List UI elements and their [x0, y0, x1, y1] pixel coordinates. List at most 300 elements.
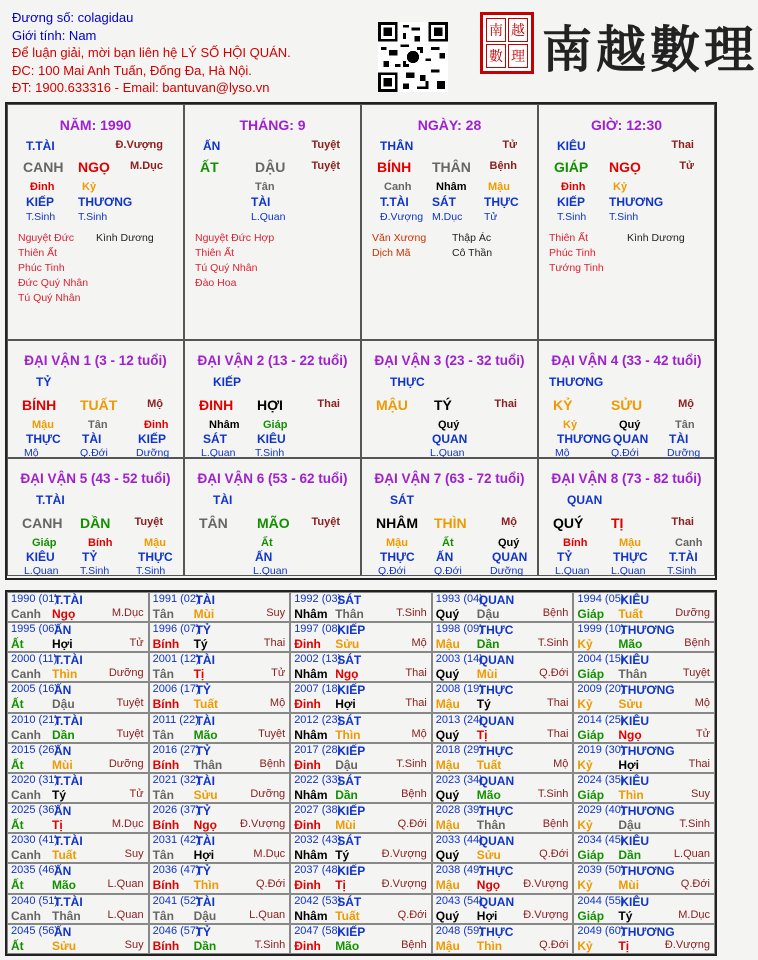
year-field: Thai — [405, 667, 427, 680]
year-field: Nhâm — [294, 607, 328, 621]
year-field: Tuất — [476, 757, 502, 772]
year-field: Ngọ — [618, 727, 642, 742]
star-0: Nguyệt Đức Hợp — [195, 232, 275, 244]
daivan-branch: TÝ — [434, 397, 452, 413]
year-field: Mộ — [411, 727, 427, 740]
year-cell — [573, 773, 715, 803]
daivan-star: SÁT — [390, 493, 414, 507]
year-cell — [290, 863, 432, 893]
year-cell — [149, 682, 291, 712]
year-cell — [290, 833, 432, 863]
year-field: Q.Đới — [539, 938, 569, 951]
year-field: Q.Đới — [397, 908, 427, 921]
star-2: Tướng Tinh — [549, 262, 604, 274]
year-field: Suy — [124, 938, 144, 951]
year-cell — [149, 833, 291, 863]
dv-hidden-stem: Quý — [498, 537, 520, 549]
year-label: 2017 (28) — [294, 743, 342, 756]
daivan-stem: BÍNH — [22, 397, 57, 413]
year-field: Hợi — [52, 637, 73, 652]
pillar-title: NGÀY: 28 — [417, 117, 482, 133]
hidden-state: M.Dục — [432, 211, 463, 223]
main-star-state: Đ.Vượng — [115, 139, 163, 151]
dv-hidden-stem: Nhâm — [209, 419, 240, 431]
star-0: Văn Xương — [372, 232, 427, 244]
hidden-stem: Tân — [255, 181, 275, 193]
year-field: Dậu — [335, 757, 358, 772]
year-cell — [432, 894, 574, 924]
year-field: Quý — [435, 607, 460, 621]
year-field: QUAN — [478, 653, 515, 668]
star-2: Tú Quý Nhân — [195, 262, 258, 274]
year-field: KIÊU — [620, 593, 650, 607]
year-cell — [573, 803, 715, 833]
year-field: Nhâm — [294, 727, 328, 742]
year-field: Q.Đới — [397, 818, 427, 831]
year-field: Mão — [193, 727, 218, 742]
year-field: Nhâm — [294, 667, 328, 682]
year-field: TÀI — [195, 713, 215, 728]
year-field: Tân — [152, 908, 174, 923]
daivan-state: Thai — [494, 398, 517, 410]
year-field: Canh — [11, 787, 41, 802]
dv-hidden-star: KIÊU — [26, 550, 55, 564]
year-label: 2035 (46) — [11, 864, 59, 877]
year-cell — [432, 743, 574, 773]
dv-hidden-stem: Mậu — [386, 537, 408, 549]
year-field: THỰC — [478, 924, 514, 939]
year-field: KIÊU — [620, 773, 650, 788]
star-4: Tú Quý Nhân — [18, 292, 81, 304]
pillar-title: THÁNG: 9 — [239, 117, 306, 133]
hidden-stem: Canh — [384, 181, 412, 193]
earthly-branch: THÂN — [432, 159, 471, 175]
year-field: KIẾP — [337, 924, 366, 939]
year-field: SÁT — [337, 834, 362, 849]
year-field: Tử — [695, 727, 710, 740]
dv-hidden-state: L.Quan — [201, 447, 236, 459]
year-field: Kỷ — [577, 637, 593, 652]
year-field: M.Dục — [111, 818, 144, 831]
dv-hidden-star: T.TÀI — [669, 550, 698, 564]
year-label: 2011 (22) — [152, 713, 199, 726]
year-field: Thai — [688, 757, 710, 770]
year-field: KIÊU — [620, 653, 650, 668]
year-cell — [573, 622, 715, 652]
year-field: Tý — [335, 848, 350, 863]
year-field: Đinh — [294, 938, 321, 953]
year-field: THỰC — [478, 743, 514, 758]
year-field: Quý — [435, 908, 460, 923]
year-field: Ngọ — [52, 607, 76, 621]
year-field: THỰC — [478, 623, 514, 638]
star-0: Nguyệt Đức — [18, 232, 75, 244]
year-field: TÀI — [195, 834, 215, 849]
year-field: TỶ — [195, 864, 211, 879]
year-cell — [573, 894, 715, 924]
year-field: Giáp — [577, 607, 605, 621]
daivan-branch: SỬU — [611, 397, 643, 413]
year-field: Mùi — [476, 667, 498, 682]
year-label: 2048 (59) — [435, 924, 483, 937]
year-label: 2009 (20) — [577, 683, 625, 696]
year-cell — [7, 743, 149, 773]
year-field: Mùi — [335, 818, 356, 833]
daivan-title: ĐẠI VẬN 4 (33 - 42 tuổi) — [551, 353, 702, 368]
year-cell — [7, 863, 149, 893]
year-field: Thai — [546, 697, 569, 710]
year-field: T.TÀI — [54, 834, 83, 849]
year-field: Quý — [435, 848, 460, 863]
year-cell — [432, 622, 574, 652]
year-label: 2028 (39) — [435, 804, 483, 817]
year-field: T.TÀI — [54, 894, 83, 909]
year-cell — [573, 652, 715, 682]
year-cell — [290, 622, 432, 652]
heavenly-stem: BÍNH — [377, 159, 412, 175]
hidden-stem: Nhâm — [436, 181, 467, 193]
year-field: T.Sinh — [254, 938, 286, 951]
hidden-stem: Đinh — [561, 181, 586, 193]
year-cell — [432, 713, 574, 743]
year-field: Dần — [52, 727, 75, 742]
stars-right — [96, 231, 154, 246]
pillar-0 — [7, 104, 184, 340]
star2-0: Thập Ác — [452, 232, 492, 244]
dv-hidden-stem: Bính — [563, 537, 588, 549]
year-field: Kỷ — [577, 938, 593, 953]
daivan-stem: TÂN — [199, 515, 228, 531]
year-cell — [573, 743, 715, 773]
year-field: Đ.Vượng — [381, 848, 427, 861]
year-label: 2018 (29) — [435, 743, 483, 756]
dv-hidden-star: TỶ — [557, 550, 573, 564]
year-field: ẤN — [54, 864, 72, 879]
year-field: Thìn — [618, 787, 644, 802]
dv-hidden-stem: Quý — [438, 419, 460, 431]
year-field: Tý — [476, 697, 491, 712]
year-cell — [149, 743, 291, 773]
year-field: Đ.Vượng — [240, 818, 286, 831]
dv-hidden-state: Q.Đới — [611, 447, 639, 459]
year-field: Nhâm — [294, 787, 328, 802]
dv-hidden-state: Mộ — [555, 447, 570, 459]
year-label: 2033 (44) — [435, 834, 483, 847]
year-field: Sửu — [335, 637, 360, 652]
year-field: Q.Đới — [539, 667, 569, 680]
year-label: 2031 (42) — [152, 834, 200, 847]
year-field: Bệnh — [259, 757, 286, 770]
year-field: TỶ — [195, 683, 211, 698]
stars-right — [627, 231, 685, 246]
daivan-state: Thai — [317, 398, 340, 410]
year-field: Đinh — [294, 878, 321, 893]
year-field: Suy — [691, 787, 710, 800]
year-field: Tuyệt — [258, 727, 286, 740]
dv-hidden-state: Mộ — [24, 447, 39, 459]
year-field: Ất — [11, 938, 24, 953]
star-3: Đức Quý Nhân — [18, 277, 89, 289]
hidden-star: T.TÀI — [380, 195, 409, 209]
dv-hidden-stem: Mậu — [144, 537, 166, 549]
year-cell — [7, 682, 149, 712]
daivan-branch: TUẤT — [80, 397, 118, 413]
star-1: Thiên Ất — [18, 247, 58, 259]
dv-hidden-stem: Quý — [619, 419, 641, 431]
year-field: Tuyệt — [116, 727, 144, 740]
year-cell — [290, 592, 432, 622]
year-field: Mộ — [694, 697, 710, 710]
year-field: Giáp — [577, 908, 605, 923]
star2-0: Kình Dương — [627, 232, 685, 244]
year-field: THƯƠNG — [620, 683, 675, 698]
year-cell — [290, 682, 432, 712]
year-cell — [7, 803, 149, 833]
year-field: TÀI — [195, 773, 215, 788]
year-field: T.TÀI — [54, 593, 83, 607]
year-cell — [7, 773, 149, 803]
daivan-stem: MẬU — [376, 397, 408, 413]
year-label: 2014 (25) — [577, 713, 625, 726]
year-cell — [290, 652, 432, 682]
year-field: THỰC — [478, 804, 514, 819]
year-field: Ngọ — [335, 667, 359, 682]
hidden-stem: Kỷ — [82, 181, 97, 193]
year-label: 2008 (19) — [435, 683, 483, 696]
year-cell — [573, 833, 715, 863]
heavenly-stem: CANH — [23, 159, 64, 175]
year-cell — [432, 803, 574, 833]
year-label: 2034 (45) — [577, 834, 625, 847]
star-1: Phúc Tinh — [549, 247, 596, 259]
star-2: Phúc Tinh — [18, 262, 65, 274]
year-field: Kỷ — [577, 757, 593, 772]
year-field: Dần — [476, 637, 500, 652]
year-field: Nhâm — [294, 908, 328, 923]
year-field: Mộ — [411, 637, 427, 650]
daivan-stem: ĐINH — [199, 397, 234, 413]
year-field: M.Dục — [678, 908, 710, 921]
daivan-title: ĐẠI VẬN 3 (23 - 32 tuổi) — [374, 353, 525, 368]
year-field: L.Quan — [673, 848, 710, 861]
year-label: 2010 (21) — [11, 713, 59, 726]
dv-hidden-state: Q.Đới — [80, 447, 108, 459]
year-label: 1998 (09) — [435, 623, 483, 636]
year-field: SÁT — [337, 713, 362, 728]
branch-state: Tử — [679, 160, 694, 172]
year-field: TỶ — [195, 924, 211, 939]
year-label: 2030 (41) — [11, 834, 59, 847]
year-field: KIẾP — [337, 804, 366, 819]
daivan-6 — [361, 458, 538, 576]
year-label: 2019 (30) — [577, 743, 625, 756]
stars-left — [195, 231, 274, 291]
heavenly-stem: GIÁP — [554, 159, 589, 175]
year-field: L.Quan — [107, 908, 144, 921]
main-star: THÂN — [380, 139, 414, 153]
daivan-title: ĐẠI VẬN 2 (13 - 22 tuổi) — [197, 353, 348, 368]
year-cell — [432, 773, 574, 803]
dv-hidden-state: L.Quan — [253, 565, 288, 577]
daivan-4 — [7, 458, 184, 576]
dv-hidden-stem: Tân — [675, 419, 695, 431]
pillar-2 — [361, 104, 538, 340]
year-label: 2001 (12) — [152, 653, 200, 666]
daivan-star: KIẾP — [213, 375, 242, 389]
hidden-star: KIẾP — [26, 195, 55, 209]
year-field: Thân — [335, 607, 364, 621]
year-label: 2032 (43) — [294, 834, 342, 847]
main-star-state: Thai — [671, 139, 694, 151]
year-field: Tân — [152, 727, 174, 742]
year-cell — [149, 863, 291, 893]
year-field: Canh — [11, 848, 41, 863]
year-field: Đinh — [294, 818, 321, 833]
address-line: ĐC: 100 Mai Anh Tuấn, Đống Đa, Hà Nội. — [12, 62, 252, 78]
year-field: Thân — [476, 818, 506, 833]
year-field: Kỷ — [577, 878, 593, 893]
daivan-7 — [538, 458, 715, 576]
main-star: KIÊU — [557, 139, 586, 153]
year-field: ẤN — [54, 924, 72, 939]
dv-hidden-state: Dưỡng — [490, 565, 524, 577]
year-field: Bính — [152, 938, 180, 953]
year-label: 2040 (51) — [11, 894, 59, 907]
year-field: Sửu — [193, 787, 218, 802]
year-field: Tý — [193, 637, 208, 652]
year-field: QUAN — [478, 593, 515, 607]
dv-hidden-star: THỰC — [380, 550, 415, 564]
year-field: Dậu — [52, 697, 75, 712]
daivan-branch: HỢI — [257, 397, 283, 413]
hidden-state: L.Quan — [251, 211, 286, 223]
year-field: Mậu — [435, 697, 460, 712]
dv-hidden-state: Dưỡng — [136, 447, 170, 459]
year-field: Mậu — [435, 938, 460, 953]
year-field: Ất — [11, 637, 24, 652]
year-field: Canh — [11, 607, 41, 621]
year-field: Mùi — [618, 878, 640, 893]
year-field: Nhâm — [294, 848, 328, 863]
year-field: THỰC — [478, 864, 514, 879]
dv-hidden-stem: Kỷ — [563, 419, 578, 431]
year-label: 2043 (54) — [435, 894, 483, 907]
year-label: 1995 (06) — [11, 623, 59, 636]
hidden-star: KIẾP — [557, 195, 586, 209]
year-label: 2002 (13) — [294, 653, 342, 666]
red-seal-icon: 南 越 數 理 — [480, 12, 534, 74]
daivan-star: THƯƠNG — [549, 375, 604, 389]
year-cell — [7, 894, 149, 924]
year-field: L.Quan — [107, 878, 144, 891]
year-field: Tân — [152, 607, 174, 621]
dv-hidden-star: KIẾP — [138, 432, 167, 446]
year-field: Bệnh — [401, 938, 427, 951]
year-field: Sửu — [618, 697, 643, 712]
year-cell — [290, 894, 432, 924]
year-field: T.TÀI — [54, 773, 83, 788]
year-label: 2041 (52) — [152, 894, 200, 907]
year-label: 2042 (53) — [294, 894, 342, 907]
year-field: Sửu — [476, 848, 501, 863]
hidden-state: Đ.Vượng — [380, 211, 424, 223]
year-field: Tị — [618, 938, 630, 953]
year-field: Mộ — [269, 697, 286, 710]
dv-hidden-star: QUAN — [613, 432, 649, 446]
year-field: THƯƠNG — [620, 804, 675, 819]
dv-hidden-star: QUAN — [492, 550, 528, 564]
year-cell — [290, 773, 432, 803]
hidden-star: THƯƠNG — [78, 195, 133, 209]
dv-hidden-state: Dưỡng — [667, 447, 701, 459]
year-field: Dưỡng — [675, 607, 710, 619]
year-cell — [432, 863, 574, 893]
dv-hidden-star: THỰC — [26, 432, 61, 446]
year-field: KIÊU — [620, 713, 650, 728]
year-field: KIÊU — [620, 894, 650, 909]
daivan-state: Mộ — [147, 398, 163, 410]
year-field: Đinh — [294, 637, 321, 652]
year-label: 2029 (40) — [577, 804, 625, 817]
year-field: Bệnh — [684, 637, 710, 650]
year-field: Dưỡng — [108, 667, 144, 680]
year-cell — [7, 592, 149, 622]
year-field: Thân — [193, 757, 223, 772]
year-label: 2045 (56) — [11, 924, 59, 937]
year-field: Thân — [52, 908, 81, 923]
year-label: 2037 (48) — [294, 864, 342, 877]
dv-hidden-stem: Mậu — [619, 537, 641, 549]
year-field: T.Sinh — [679, 818, 710, 831]
star-1: Dịch Mã — [372, 247, 411, 259]
year-field: Tý — [618, 908, 633, 923]
year-field: Ất — [11, 757, 24, 772]
year-field: KIẾP — [337, 683, 366, 698]
year-field: Tị — [52, 818, 63, 833]
year-cell — [149, 773, 291, 803]
year-label: 2039 (50) — [577, 864, 625, 877]
daivan-star: THỰC — [390, 375, 425, 389]
earthly-branch: NGỌ — [78, 159, 110, 175]
chart-grid — [5, 102, 717, 580]
year-field: Đ.Vượng — [523, 878, 569, 891]
year-field: Hợi — [335, 697, 356, 712]
year-label: 2004 (15) — [577, 653, 625, 666]
year-label: 1997 (08) — [294, 623, 342, 636]
hidden-state: T.Sinh — [557, 211, 587, 223]
year-field: Tý — [52, 787, 67, 802]
year-field: Bính — [152, 818, 180, 833]
phone-email-line: ĐT: 1900.633316 - Email: bantuvan@lyso.vn — [12, 80, 270, 95]
year-field: Dần — [193, 938, 217, 953]
dv-hidden-state: T.Sinh — [136, 565, 166, 577]
star2-1: Cô Thần — [452, 247, 493, 259]
year-field: Tị — [335, 878, 346, 893]
branch-state: Tuyệt — [311, 160, 340, 172]
year-field: THỰC — [478, 683, 514, 698]
year-field: Thìn — [476, 938, 503, 953]
dv-hidden-stem: Ất — [442, 537, 454, 549]
year-field: Quý — [435, 787, 460, 802]
year-field: Dậu — [193, 908, 217, 923]
year-field: SÁT — [337, 653, 362, 668]
year-cell — [290, 803, 432, 833]
star2-0: Kình Dương — [96, 232, 154, 244]
year-cell — [149, 622, 291, 652]
dv-hidden-state: T.Sinh — [667, 565, 697, 577]
hidden-stem: Kỷ — [613, 181, 628, 193]
year-field: Tân — [152, 848, 174, 863]
